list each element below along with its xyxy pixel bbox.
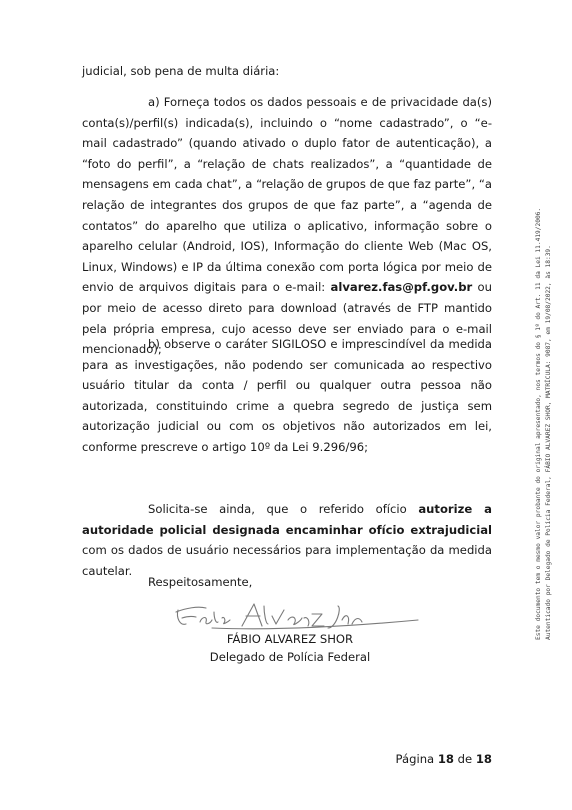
paragraph-intro: judicial, sob pena de multa diária:	[82, 64, 280, 78]
stamp-line-1: Este documento tem o mesmo valor probante do original apresentado, nos termos do § 1º do Art. 11 da Lei 11.419/2006.	[535, 207, 542, 640]
paragraph-item-b: b) observe o caráter SIGILOSO e imprescindível da medida para as investigações, não podendo ser comunicada ao respectivo usuário titular da conta / perfil ou qualquer outra pessoa não autorizada, constituindo crime a quebra segredo de justiça sem autorização judicial ou com os objetivos não autorizados em lei, conforme prescreve o artigo 10º da Lei 9.296/96;	[82, 337, 492, 454]
item-a-text-continued: ou por meio de acesso direto para download (através de FTP mantido pela própria empresa, cujo acesso deve ser enviado para o e-mail mencionado);	[82, 280, 492, 357]
signer-role: Delegado de Polícia Federal	[209, 650, 371, 664]
signer-name: FÁBIO ALVAREZ SHOR	[226, 632, 354, 646]
handwritten-signature	[172, 598, 422, 634]
paragraph-item-a	[82, 92, 492, 360]
paragraph-request	[82, 499, 492, 581]
page-current: 18	[437, 752, 454, 766]
page-total: 18	[475, 752, 492, 766]
closing-salutation: Respeitosamente,	[148, 575, 253, 589]
email-address: alvarez.fas@pf.gov.br	[330, 280, 473, 295]
request-bold-text: autorize a autoridade policial designada encaminhar ofício extrajudicial	[82, 502, 493, 537]
page-label: Página	[395, 752, 435, 766]
request-text: Solicita-se ainda, que o referido ofício	[148, 502, 419, 516]
item-a-text: a) Forneça todos os dados pessoais e de privacidade da(s) conta(s)/perfil(s) indicada(s), incluindo o “nome cadastrado”, o “e-mail cadastrado” (quando ativado o duplo fator de autenticação), a “foto do perfil”, a “relação de chats realizados”, a “quantidade de mensagens em cada chat”, a “relação de grupos de que faz parte”, “a relação de integrantes dos grupos de que faz parte”, a “agenda de contatos” do aparelho que utiliza o aplicativo, informação sobre o aparelho celular (Android, IOS), Informação do cliente Web (Mac OS, Linux, Windows) e IP da última conexão com porta lógica por meio de envio de arquivos digitais para o e-mail:	[82, 95, 492, 295]
stamp-line-2: Autenticado por Delegado de Polícia Federal, FÁBIO ALVAREZ SHOR, MATRÍCULA: 9087, em 19/08/2022, às 18:39.	[545, 245, 552, 640]
page-separator: de	[457, 752, 473, 766]
request-text-continued: com os dados de usuário necessários para implementação da medida cautelar.	[82, 543, 492, 578]
authentication-stamp	[534, 208, 554, 640]
page-number	[396, 752, 492, 766]
